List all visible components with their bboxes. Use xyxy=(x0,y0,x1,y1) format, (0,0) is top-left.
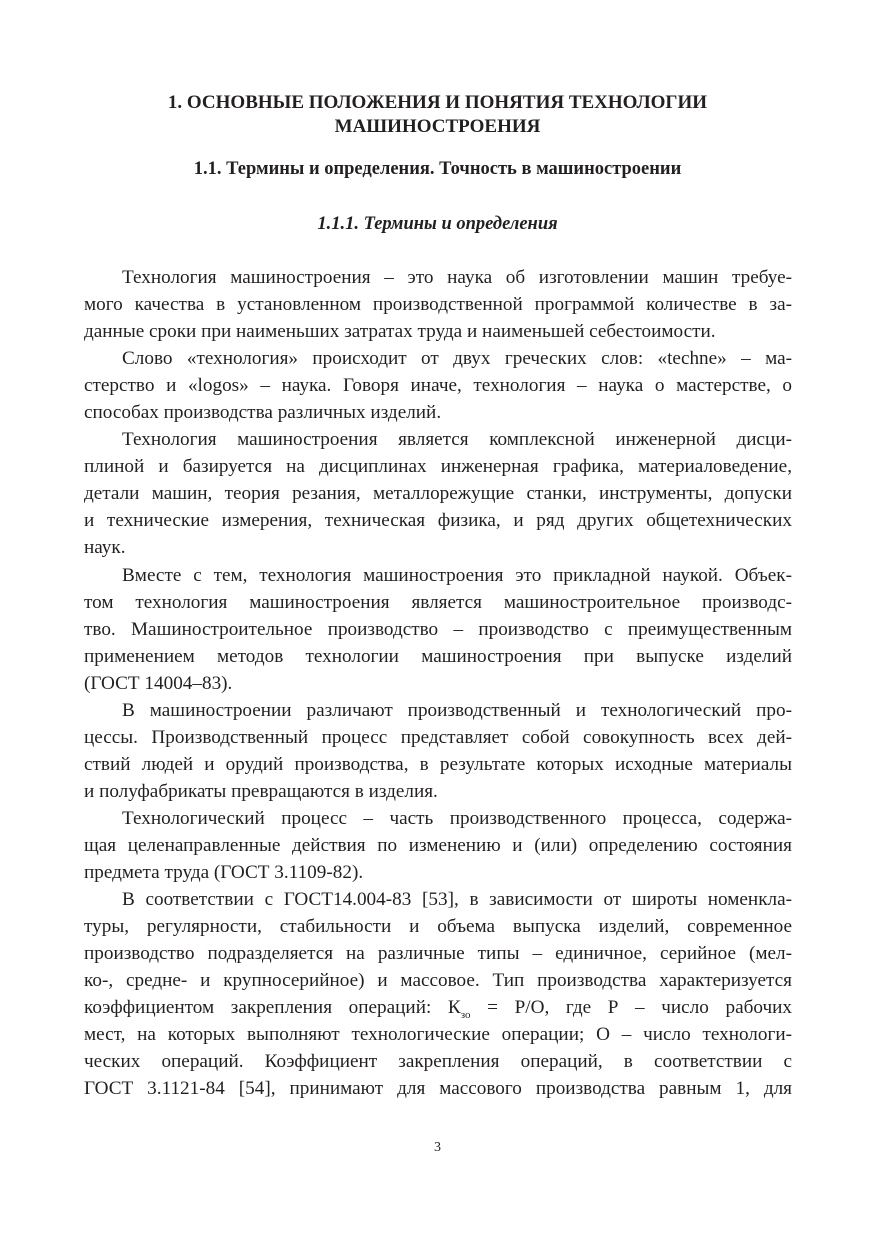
paragraph xyxy=(84,345,792,426)
text-line: Технология машиностроения является комплексной инженерной дисци- xyxy=(122,429,792,451)
paragraph xyxy=(84,562,792,697)
text-line: Слово «технология» происходит от двух греческих слов: «techne» – ма- xyxy=(122,348,792,370)
text-line: ствий людей и орудий производства, в результате которых исходные материалы xyxy=(84,753,792,775)
text-line: предмета труда (ГОСТ 3.1109-82). xyxy=(84,862,364,884)
chapter-title xyxy=(0,91,875,139)
text-line: и полуфабрикаты превращаются в изделия. xyxy=(84,780,438,802)
paragraph xyxy=(84,805,792,886)
text-line: способах производства различных изделий. xyxy=(84,402,442,424)
text-line: (ГОСТ 14004–83). xyxy=(84,672,233,694)
paragraph xyxy=(84,697,792,805)
text-line: В соответствии с ГОСТ14.004-83 [53], в зависимости от широты номенкла- xyxy=(122,889,792,911)
page-number: 3 xyxy=(434,1140,441,1155)
text-line: ческих операций. Коэффициент закрепления операций, в соответствии с xyxy=(84,1051,792,1073)
text-line: цессы. Производственный процесс представляет собой совокупность всех дей- xyxy=(84,726,792,748)
subsection-title: 1.1.1. Термины и определения xyxy=(317,214,558,234)
text-line: В машиностроении различают производственный и технологический про- xyxy=(122,699,792,721)
chapter-title-line: 1. ОСНОВНЫЕ ПОЛОЖЕНИЯ И ПОНЯТИЯ ТЕХНОЛОГИИ xyxy=(167,92,708,113)
text-line: коэффициентом закрепления операций: $К_{зо} = Р/О$, где Р – число рабочих xyxy=(84,997,792,1022)
text-line: туры, регулярности, стабильности и объема выпуска изделий, современное xyxy=(84,916,792,938)
text-line: тво. Машиностроительное производство – производство с преимущественным xyxy=(84,618,792,640)
text-line: Технология машиностроения – это наука об изготовлении машин требуе- xyxy=(122,267,792,288)
text-line: и технические измерения, техническая физика, и ряд других общетехнических xyxy=(84,510,792,532)
text-line: стерство и «logos» – наука. Говоря иначе, технология – наука о мастерстве, о xyxy=(84,375,792,397)
paragraph xyxy=(84,886,792,1102)
text-line: детали машин, теория резания, металлорежущие станки, инструменты, допуски xyxy=(84,483,792,505)
text-line: Вместе с тем, технология машиностроения это прикладной наукой. Объек- xyxy=(122,564,792,586)
text-line: Технологический процесс – часть производственного процесса, содержа- xyxy=(122,807,792,829)
chapter-title-line: МАШИНОСТРОЕНИЯ xyxy=(334,116,541,137)
paragraph xyxy=(84,426,792,561)
body-text xyxy=(84,264,792,1102)
text-line: производство подразделяется на различные типы – единичное, серийное (мел- xyxy=(84,943,792,965)
text-line: мого качества в установленном производственной программой количестве в за- xyxy=(84,294,792,316)
text-line: наук. xyxy=(84,537,126,559)
text-line: ко-, средне- и крупносерийное) и массовое. Тип производства характеризуется xyxy=(84,970,792,992)
text-line: щая целенаправленные действия по изменению и (или) определению состояния xyxy=(84,834,792,856)
section-title: 1.1. Термины и определения. Точность в машиностроении xyxy=(193,159,682,179)
text-line: мест, на которых выполняют технологические операции; О – число технологи- xyxy=(84,1024,792,1046)
text-line: том технология машиностроения является машиностроительное производс- xyxy=(84,591,792,613)
text-line: плиной и базируется на дисциплинах инженерная графика, материаловедение, xyxy=(84,456,792,478)
text-line: применением методов технологии машиностроения при выпуске изделий xyxy=(84,645,792,667)
text-line: данные сроки при наименьших затратах труда и наименьшей себестоимости. xyxy=(84,321,716,343)
text-line: ГОСТ 3.1121-84 [54], принимают для массового производства равным 1, для xyxy=(84,1078,792,1100)
paragraph xyxy=(84,264,792,345)
